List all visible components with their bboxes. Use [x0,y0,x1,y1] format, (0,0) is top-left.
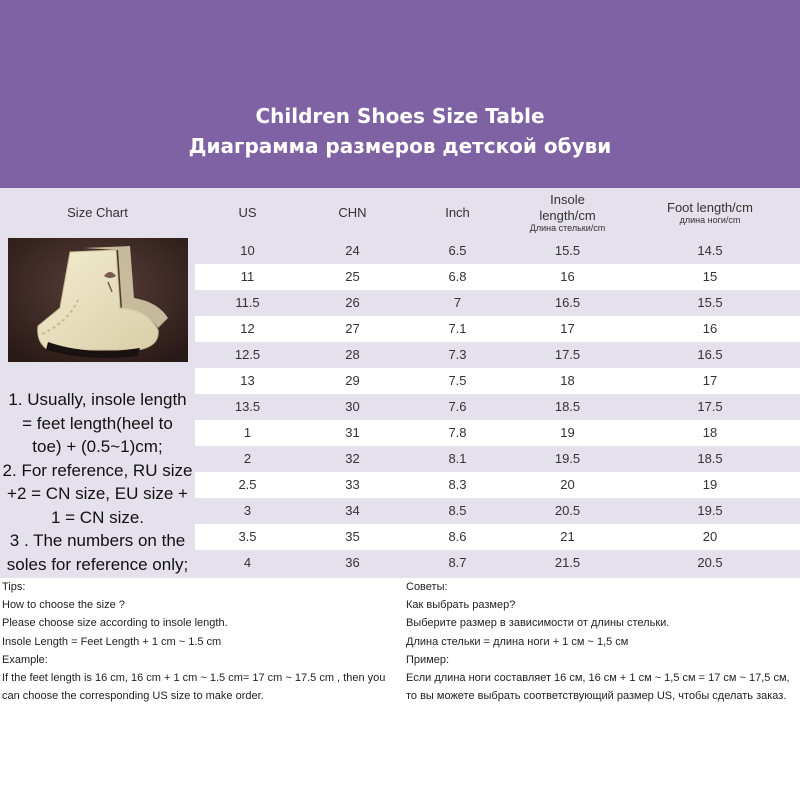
table-row [195,498,800,524]
cell-inch: 7.1 [448,321,467,336]
header-us [195,188,300,238]
table-row [195,264,800,290]
cell-chn: 34 [345,503,360,518]
header-insole-unit: length/cm [539,207,596,223]
cell-foot: 19.5 [697,503,723,518]
cell-inch: 8.3 [448,477,467,492]
cell-chn: 36 [345,555,360,570]
cell-foot: 20 [702,529,718,544]
cell-us: 3 [243,503,252,518]
tips-line: Пример: [406,653,450,666]
cell-insole: 21.5 [554,555,581,570]
tips-line: Как выбрать размер? [406,599,516,612]
tips-line: Длина стельки = длина ноги + 1 см ~ 1,5 см [406,635,629,648]
cell-chn: 28 [345,347,360,362]
cell-insole: 17 [560,321,575,336]
header-size-chart-label: Size Chart [67,205,128,221]
cell-us: 13 [240,373,255,388]
cell-us: 11.5 [235,295,260,310]
cell-insole: 17.5 [554,347,581,362]
cell-insole: 18 [560,373,575,388]
cell-us: 2.5 [238,477,257,492]
cell-foot: 18.5 [697,451,723,466]
note-line: 1 = CN size. [50,507,145,527]
cell-insole: 19.5 [554,451,581,466]
cell-us: 12 [240,321,255,336]
header-size-chart [0,188,195,238]
header-foot-label: Foot length/cm [667,199,753,215]
header-insole-ru: Длина стельки/cm [529,223,606,234]
table-row [195,420,800,446]
cell-us: 1 [243,425,252,440]
cell-foot: 15.5 [697,295,723,310]
header-us-label: US [238,205,257,221]
tips-line: Insole Length = Feet Length + 1 cm ~ 1.5 cm [2,635,222,648]
cell-foot: 14.5 [697,243,723,258]
cell-inch: 6.8 [448,269,467,284]
cell-us: 11 [240,269,255,284]
cell-inch: 7.5 [448,373,467,388]
tips-line: can choose the corresponding US size to make order. [2,690,264,703]
shoe-photo [8,238,188,362]
cell-chn: 35 [345,529,360,544]
tips-line: Example: [2,653,48,666]
cell-foot: 18 [702,425,718,440]
cell-us: 3.5 [238,529,257,544]
tips-line: Tips: [2,581,26,593]
note-line: +2 = CN size, EU size + [7,484,188,503]
cell-inch: 8.6 [448,529,467,544]
cell-chn: 27 [345,321,360,336]
header-chn-label: CHN [338,205,367,221]
cell-insole: 21 [560,529,575,544]
cell-foot: 15 [702,269,718,284]
title-russian: Диаграмма размеров детской обуви [188,134,612,158]
note-line: = feet length(heel to [22,413,173,433]
tips-line: Please choose size according to insole length. [2,617,228,630]
table-row [195,342,800,368]
tips-line: If the feet length is 16 cm, 16 cm + 1 cm ~ 1.5 cm= 17 cm ~ 17.5 cm , then you [2,672,386,685]
table-row [195,368,800,394]
cell-inch: 6.5 [448,243,467,258]
table-row [195,238,800,264]
tips-line: Если длина ноги составляет 16 см, 16 см + 1 см ~ 1,5 см = 17 см ~ 17,5 см, [406,672,790,685]
tips-english [2,578,385,705]
tips-line: Выберите размер в зависимости от длины стельки. [406,617,670,630]
note-line: 1. Usually, insole length [8,390,187,409]
table-row [195,316,800,342]
cell-us: 2 [243,451,252,466]
note-line: soles for reference only; [6,554,189,574]
note-line: 2. For reference, RU size [2,460,193,480]
cell-foot: 19 [702,477,718,492]
title-english: Children Shoes Size Table [255,104,545,128]
cell-insole: 20.5 [554,503,581,518]
tips-line: How to choose the size ? [2,599,125,612]
cell-chn: 24 [345,243,360,258]
cell-us: 10 [240,243,255,258]
cell-insole: 16 [560,269,575,284]
table-row [195,472,800,498]
note-line: 3 . The numbers on the [9,531,186,550]
cell-inch: 7.8 [448,425,467,440]
header-insole-label: Insole [550,192,585,207]
header-foot-length [625,188,795,238]
header-inch [405,188,510,238]
cell-foot: 16 [702,321,718,336]
cell-inch: 8.5 [448,503,467,518]
table-row [195,446,800,472]
header-insole [510,188,625,238]
title-banner [0,0,800,188]
cell-inch: 8.7 [448,555,467,570]
cell-chn: 33 [345,477,360,492]
header-foot-ru: длина ноги/cm [679,215,741,226]
cell-insole: 19 [560,425,575,440]
cell-chn: 26 [345,295,360,310]
cell-chn: 32 [345,451,360,466]
cell-us: 13.5 [234,399,261,414]
cell-inch: 7.3 [448,347,467,362]
cell-inch: 7 [453,295,462,310]
table-row [195,524,800,550]
cell-insole: 18.5 [554,399,581,414]
cell-foot: 16.5 [697,347,723,362]
cell-us: 4 [243,555,252,570]
cell-foot: 17 [702,373,718,388]
cell-chn: 31 [345,425,360,440]
cell-us: 12.5 [234,347,261,362]
boot-illustration [8,238,188,362]
header-chn [300,188,405,238]
tips-line: Советы: [406,581,448,593]
cell-insole: 15.5 [554,243,581,258]
cell-chn: 25 [345,269,360,284]
table-row [195,394,800,420]
size-notes [0,388,195,576]
table-row [195,550,800,576]
table-row [195,290,800,316]
cell-foot: 20.5 [697,555,723,570]
tips-russian [406,578,790,705]
header-inch-label: Inch [445,205,470,221]
cell-insole: 16.5 [554,295,581,310]
cell-insole: 20 [560,477,575,492]
cell-chn: 30 [345,399,360,414]
cell-inch: 7.6 [448,399,467,414]
cell-chn: 29 [345,373,360,388]
tips-line: то вы можете выбрать соответствующий размер US, чтобы сделать заказ. [406,690,787,703]
cell-inch: 8.1 [448,451,467,466]
note-line: toe) + (0.5~1)cm; [32,437,163,456]
cell-foot: 17.5 [697,399,723,414]
